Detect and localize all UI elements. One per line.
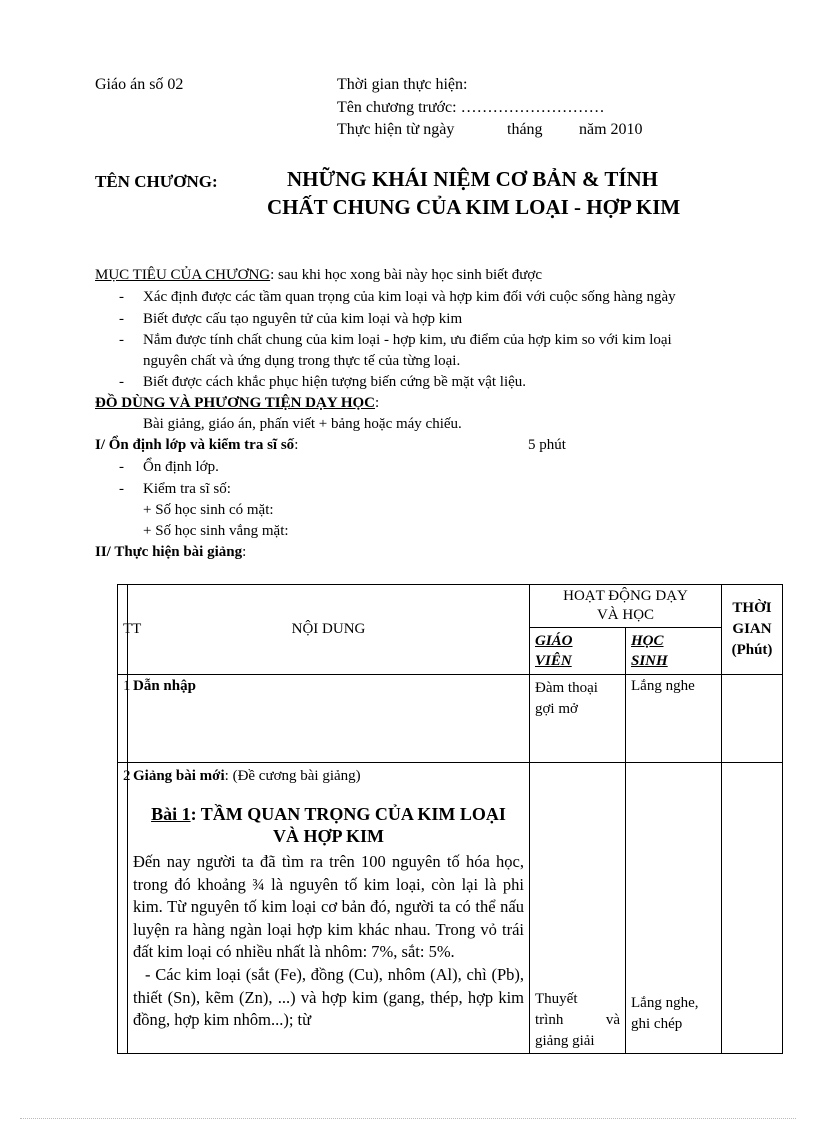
objectives-heading — [95, 267, 542, 284]
header-tt: TT — [118, 585, 128, 675]
lesson-table — [117, 584, 782, 1054]
header-activity-line2: VÀ HỌC — [596, 607, 655, 623]
lesson-title — [133, 803, 524, 847]
objective-item-continued: nguyên chất và ứng dụng trong thực tế của từng loại. — [143, 353, 461, 369]
section1-colon: : — [294, 437, 299, 453]
objective-item: Xác định được các tầm quan trọng của kim loại và hợp kim đối với cuộc sống hàng ngày — [143, 289, 676, 305]
row2-teacher-line3: giảng giải — [535, 1033, 595, 1049]
objectives-title: MỤC TIÊU CỦA CHƯƠNG — [95, 267, 271, 283]
row1-teacher-line1: Đàm thoại — [535, 680, 598, 696]
row2-teacher-word: và — [605, 1012, 620, 1028]
time-label: Thời gian thực hiện: — [337, 76, 468, 93]
chapter-title-line2: CHẤT CHUNG CỦA KIM LOẠI - HỢP KIM — [267, 195, 681, 219]
row2-student-line2: ghi chép — [631, 1016, 683, 1032]
section1-item: Ổn định lớp. — [143, 459, 219, 475]
section2-colon: : — [242, 544, 247, 560]
lesson-title-line2: VÀ HỢP KIM — [273, 826, 384, 846]
bullet-dash: - — [119, 289, 124, 305]
lesson-number: Giáo án số 02 — [95, 76, 184, 93]
header-time — [722, 585, 783, 675]
bullet-dash: - — [119, 374, 124, 390]
lesson-label: Bài 1 — [151, 804, 191, 824]
header-student — [626, 628, 722, 675]
row1-student: Lắng nghe — [626, 675, 722, 763]
header-time-line1: THỜI — [732, 600, 772, 616]
chapter-title-line1: NHỮNG KHÁI NIỆM CƠ BẢN & TÍNH — [287, 167, 659, 191]
row1-teacher-line2: gợi mở — [535, 701, 578, 717]
row1-content: Dẫn nhập — [128, 675, 530, 763]
section2-heading — [95, 544, 246, 561]
equipment-colon: : — [375, 395, 380, 411]
bullet-dash: - — [119, 311, 124, 327]
equipment-heading — [95, 395, 379, 412]
bullet-dash: - — [119, 481, 124, 497]
lesson-paragraph: Đến nay người ta đã tìm ra trên 100 nguyên tố hóa học, trong đó khoảng ¾ là nguyên tố kim loại, còn lại là phi kim. Từ nguyên tố kim loại cơ bản đó, người ta có thể nấu luyện ra hàng ngàn loại hợp kim khác nhau. Trong vỏ trái đất kim loại có nhiều nhất là nhôm: 7%, sắt: 5%. — [133, 852, 524, 962]
row2-teacher-line1: Thuyết — [535, 991, 578, 1007]
row2-student-line1: Lắng nghe, — [631, 995, 699, 1011]
row2-student-text — [631, 993, 698, 1035]
bullet-dash: - — [119, 332, 124, 348]
header-activity-line1: HOẠT ĐỘNG DẠY — [563, 588, 688, 604]
row1-tt: 1 — [118, 675, 128, 763]
date-month: tháng — [507, 121, 543, 138]
row2-teacher-word: trình — [535, 1012, 564, 1028]
header-time-line2: GIAN — [732, 621, 772, 637]
row2-content-note: : (Đề cương bài giảng) — [224, 768, 361, 784]
row2-student — [626, 763, 722, 1054]
row1-time — [722, 675, 783, 763]
section2-title: II/ Thực hiện bài giảng — [95, 544, 243, 560]
date-year: năm 2010 — [579, 121, 643, 138]
row2-content — [128, 763, 530, 1054]
header-student-line1: HỌC — [631, 633, 664, 649]
row2-teacher-text — [535, 989, 620, 1052]
section1-subitem: + Số học sinh có mặt: — [143, 502, 274, 518]
objective-item: Biết được cấu tạo nguyên tử của kim loại và hợp kim — [143, 311, 463, 327]
equipment-text: Bài giảng, giáo án, phấn viết + bảng hoặc máy chiếu. — [143, 416, 462, 432]
chapter-label: TÊN CHƯƠNG: — [95, 172, 218, 191]
row2-teacher-line2 — [535, 1010, 620, 1031]
header-time-line3: (Phút) — [731, 642, 773, 658]
objective-item: Biết được cách khắc phục hiện tượng biến cứng bề mặt vật liệu. — [143, 374, 527, 390]
row2-content-label — [133, 768, 524, 785]
header-student-line2: SINH — [631, 653, 668, 669]
section1-duration: 5 phút — [528, 437, 566, 453]
header-content: NỘI DUNG — [128, 585, 530, 675]
equipment-title: ĐỒ DÙNG VÀ PHƯƠNG TIỆN DẠY HỌC — [95, 395, 376, 411]
header-teacher — [530, 628, 626, 675]
page-bottom-divider — [20, 1118, 796, 1119]
section1-title: I/ Ổn định lớp và kiểm tra sĩ số — [95, 437, 295, 453]
row2-teacher — [530, 763, 626, 1054]
objective-item: Nắm được tính chất chung của kim loại - hợp kim, ưu điểm của hợp kim so với kim loại — [143, 332, 672, 348]
lesson-title-line1: : TẦM QUAN TRỌNG CỦA KIM LOẠI — [190, 804, 506, 824]
row2-tt: 2 — [118, 763, 128, 1054]
section1-subitem: + Số học sinh vắng mặt: — [143, 523, 289, 539]
bullet-dash: - — [119, 459, 124, 475]
header-teacher-line1: GIÁO — [535, 633, 573, 649]
objectives-intro: : sau khi học xong bài này học sinh biết được — [270, 267, 542, 283]
section1-item: Kiểm tra sĩ số: — [143, 481, 231, 497]
row2-content-title: Giảng bài mới — [133, 768, 225, 784]
header-teacher-line2: VIÊN — [535, 653, 572, 669]
previous-chapter: Tên chương trước: ……………………… — [337, 99, 605, 116]
header-activity — [530, 585, 722, 628]
row2-time — [722, 763, 783, 1054]
lesson-paragraph: - Các kim loại (sắt (Fe), đồng (Cu), nhôm (Al), chì (Pb), thiết (Sn), kẽm (Zn), ...) và hợp kim (gang, thép, hợp kim đồng, hợp kim nhôm...); từ — [133, 964, 524, 1030]
row1-teacher — [530, 675, 626, 763]
date-from: Thực hiện từ ngày — [337, 121, 455, 138]
section1-heading — [95, 437, 298, 454]
